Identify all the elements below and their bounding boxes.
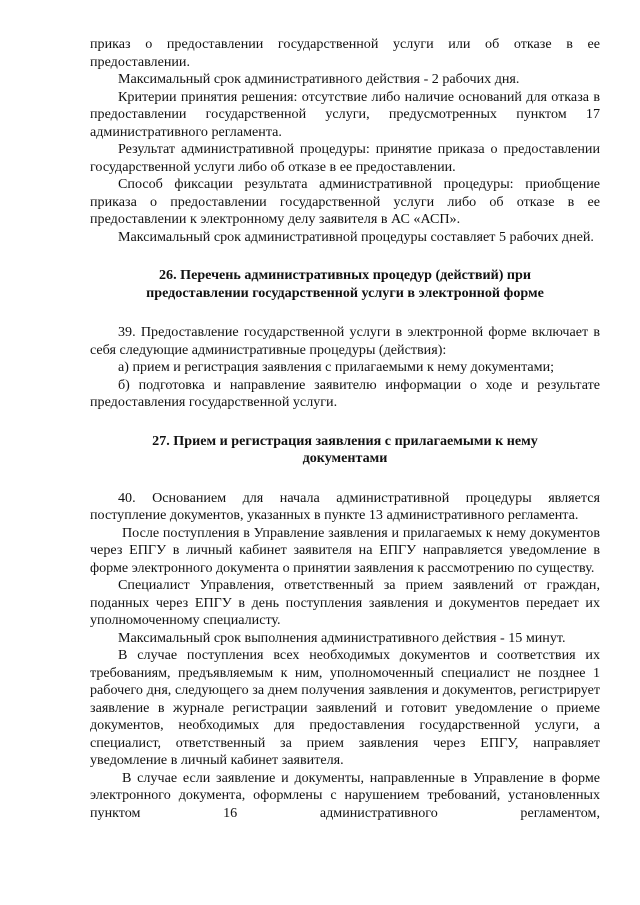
section-heading-26 xyxy=(90,267,600,302)
paragraph: Специалист Управления, ответственный за прием заявлений от граждан, поданных через ЕПГУ в день поступления заявления и документов передает их уполномоченному специалисту. xyxy=(90,577,600,628)
paragraph: 40. Основанием для начала административной процедуры является поступление документов, указанных в пункте 13 административного регламента. xyxy=(90,489,600,523)
heading-line: 26. Перечень административных процедур (действий) при xyxy=(158,267,532,283)
paragraph: Способ фиксации результата административной процедуры: приобщение приказа о предоставлении государственной услуги либо об отказе в ее предоставлении к электронному делу заявителя в АС «АСП». xyxy=(90,176,600,227)
paragraph: Максимальный срок выполнения административного действия - 15 минут. xyxy=(118,629,566,646)
paragraph: В случае поступления всех необходимых документов и соответствия их требованиям, предъявляемым к ним, уполномоченный специалист не позднее 1 рабочего дня, следующего за днем получения заявления и документов, регистрирует заявление в журнале регистрации заявлений и готовит уведомление о приеме документов, необходимых для предоставления государственной услуги, а специалист, ответственный за прием заявления через ЕПГУ, направляет уведомление в личный кабинет заявителя. xyxy=(90,647,600,768)
heading-line: документами xyxy=(302,450,388,466)
section-heading-27 xyxy=(90,433,600,468)
paragraph: После поступления в Управление заявления и прилагаемых к нему документов через ЕПГУ в личный кабинет заявителя на ЕПГУ направляется уведомление в форме электронного документа о принятии заявления к рассмотрению по существу. xyxy=(90,524,600,576)
paragraph: приказ о предоставлении государственной услуги или об отказе в ее предоставлении. xyxy=(90,36,600,70)
heading-line: предоставлении государственной услуги в электронной форме xyxy=(146,284,544,301)
list-item: б) подготовка и направление заявителю информации о ходе и результате предоставления государственной услуги. xyxy=(90,376,600,410)
paragraph: Критерии принятия решения: отсутствие либо наличие оснований для отказа в предоставлении государственной услуги, предусмотренных пунктом 17 административного регламента. xyxy=(90,88,600,140)
heading-line: 27. Прием и регистрация заявления с прилагаемыми к нему xyxy=(152,432,538,449)
paragraph: 39. Предоставление государственной услуги в электронной форме включает в себя следующие административные процедуры (действия): xyxy=(90,324,600,358)
list-item: а) прием и регистрация заявления с прилагаемыми к нему документами; xyxy=(118,359,555,375)
paragraph: В случае если заявление и документы, направленные в Управление в форме электронного документа, оформлены с нарушением требований, установленных пунктом 16 административного регламентом, xyxy=(90,769,600,821)
paragraph: Результат административной процедуры: принятие приказа о предоставлении государственной услуги либо об отказе в ее предоставлении. xyxy=(90,141,600,175)
paragraph: Максимальный срок административной процедуры составляет 5 рабочих дней. xyxy=(118,228,594,245)
paragraph: Максимальный срок административного действия - 2 рабочих дня. xyxy=(118,71,520,87)
